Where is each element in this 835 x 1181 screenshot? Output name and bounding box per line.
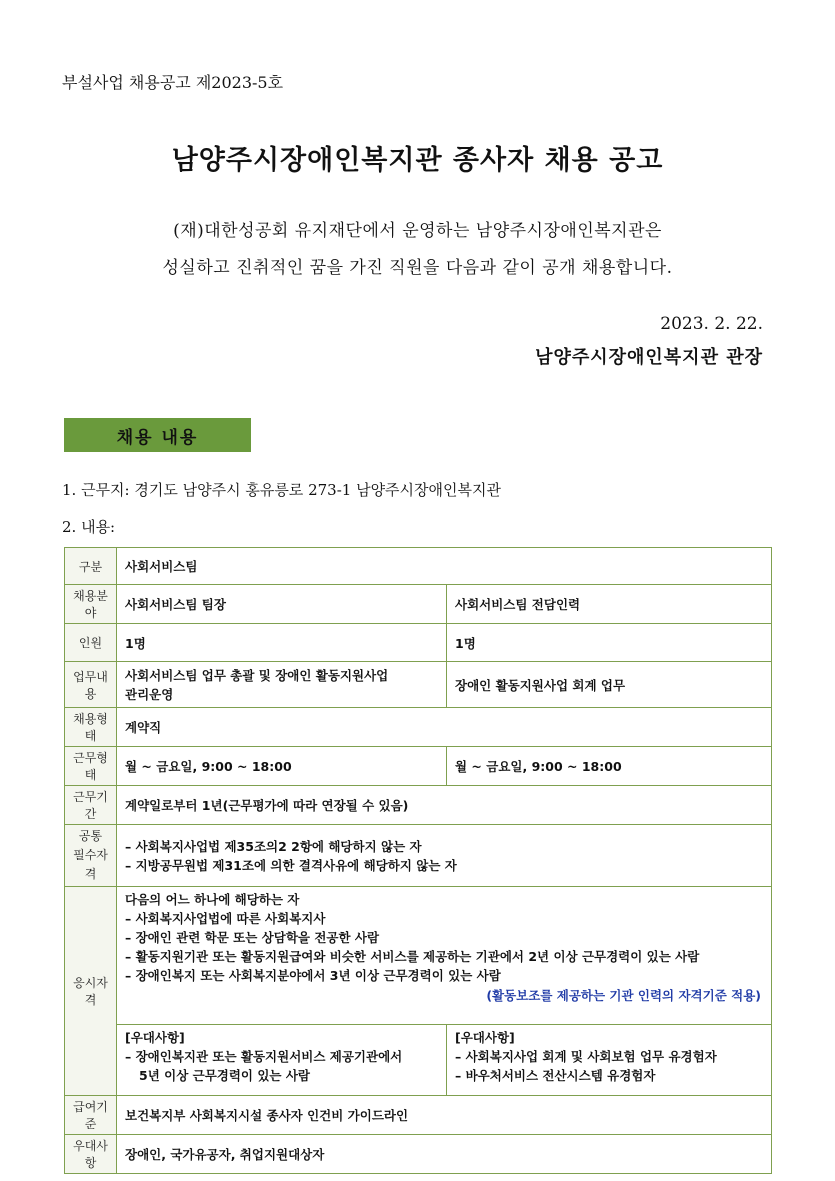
preference-value: 장애인, 국가유공자, 취업지원대상자 bbox=[117, 1135, 772, 1174]
employment-type-value: 계약직 bbox=[117, 708, 772, 747]
qualification-line: – 활동지원기관 또는 활동지원급여와 비슷한 서비스를 제공하는 기관에서 2년 이상 근무경력이 있는 사람 bbox=[125, 949, 700, 964]
row-label: 업무내용 bbox=[65, 662, 117, 708]
work-type-right: 월 ~ 금요일, 9:00 ~ 18:00 bbox=[447, 747, 772, 786]
table-row bbox=[65, 1025, 772, 1096]
notice-date: 2023. 2. 22. bbox=[660, 314, 763, 334]
qualification-list bbox=[117, 887, 772, 1025]
work-period-value: 계약일로부터 1년(근무평가에 따라 연장될 수 있음) bbox=[117, 786, 772, 825]
duty-left-line-1: 사회서비스팀 업무 총괄 및 장애인 활동지원사업 bbox=[125, 667, 389, 683]
table-row bbox=[65, 585, 772, 624]
qualification-line: 다음의 어느 하나에 해당하는 자 bbox=[125, 892, 300, 907]
row-label: 구분 bbox=[65, 548, 117, 585]
notice-number: 부설사업 채용공고 제2023-5호 bbox=[62, 73, 284, 92]
page-title: 남양주시장애인복지관 종사자 채용 공고 bbox=[171, 145, 664, 176]
row-label bbox=[65, 825, 117, 887]
table-row bbox=[65, 708, 772, 747]
preference-left-line: – 장애인복지관 또는 활동지원서비스 제공기관에서 bbox=[125, 1049, 403, 1064]
row-label: 채용형태 bbox=[65, 708, 117, 747]
preference-left-line: 5년 이상 근무경력이 있는 사람 bbox=[139, 1068, 311, 1083]
salary-value: 보건복지부 사회복지시설 종사자 인건비 가이드라인 bbox=[117, 1096, 772, 1135]
row-label: 근무형태 bbox=[65, 747, 117, 786]
common-label-line-2: 필수자격 bbox=[73, 848, 108, 881]
intro-line-1: (재)대한성공회 유지재단에서 운영하는 남양주시장애인복지관은 bbox=[173, 221, 662, 241]
table-row bbox=[65, 887, 772, 1025]
recruitment-table bbox=[64, 547, 772, 1174]
common-requirements bbox=[117, 825, 772, 887]
qualification-line: – 사회복지사업법에 따른 사회복지사 bbox=[125, 911, 326, 926]
headcount-left: 1명 bbox=[117, 624, 447, 662]
table-row bbox=[65, 548, 772, 585]
table-row bbox=[65, 747, 772, 786]
headcount-right: 1명 bbox=[447, 624, 772, 662]
qualification-note: (활동보조를 제공하는 기관 인력의 자격기준 적용) bbox=[486, 988, 761, 1003]
row-label: 우대사항 bbox=[65, 1135, 117, 1174]
table-row bbox=[65, 1135, 772, 1174]
row-label: 인원 bbox=[65, 624, 117, 662]
table-row bbox=[65, 786, 772, 825]
common-req-line: – 사회복지사업법 제35조의2 2항에 해당하지 않는 자 bbox=[125, 838, 422, 854]
row-label: 급여기준 bbox=[65, 1096, 117, 1135]
common-label-line-1: 공통 bbox=[78, 829, 103, 843]
duty-left-line-2: 관리운영 bbox=[125, 686, 174, 702]
table-row bbox=[65, 624, 772, 662]
table-row bbox=[65, 1096, 772, 1135]
qualification-line: – 장애인 관련 학문 또는 상담학을 전공한 사람 bbox=[125, 930, 380, 945]
workplace-item: 1. 근무지: 경기도 남양주시 홍유릉로 273-1 남양주시장애인복지관 bbox=[62, 481, 501, 499]
field-left: 사회서비스팀 팀장 bbox=[117, 585, 447, 624]
preference-right-line: – 사회복지사업 회계 및 사회보험 업무 유경험자 bbox=[455, 1049, 717, 1064]
field-right: 사회서비스팀 전담인력 bbox=[447, 585, 772, 624]
table-row bbox=[65, 825, 772, 887]
table-row bbox=[65, 662, 772, 708]
row-label: 응시자격 bbox=[65, 887, 117, 1096]
team-value: 사회서비스팀 bbox=[117, 548, 772, 585]
duty-left bbox=[117, 662, 447, 708]
preference-left bbox=[117, 1025, 447, 1096]
duty-right: 장애인 활동지원사업 회계 업무 bbox=[447, 662, 772, 708]
qualification-line: – 장애인복지 또는 사회복지분야에서 3년 이상 근무경력이 있는 사람 bbox=[125, 968, 501, 983]
preference-left-title: [우대사항] bbox=[125, 1030, 185, 1045]
row-label: 근무기간 bbox=[65, 786, 117, 825]
signer: 남양주시장애인복지관 관장 bbox=[535, 347, 763, 368]
work-type-left: 월 ~ 금요일, 9:00 ~ 18:00 bbox=[117, 747, 447, 786]
common-req-line: – 지방공무원법 제31조에 의한 결격사유에 해당하지 않는 자 bbox=[125, 857, 457, 873]
preference-right-line: – 바우처서비스 전산시스템 유경험자 bbox=[455, 1068, 656, 1083]
intro-line-2: 성실하고 진취적인 꿈을 가진 직원을 다음과 같이 공개 채용합니다. bbox=[162, 258, 673, 278]
content-item: 2. 내용: bbox=[62, 518, 116, 536]
row-label: 채용분야 bbox=[65, 585, 117, 624]
section-badge: 채용 내용 bbox=[64, 418, 251, 452]
preference-right-title: [우대사항] bbox=[455, 1030, 515, 1045]
preference-right bbox=[447, 1025, 772, 1096]
